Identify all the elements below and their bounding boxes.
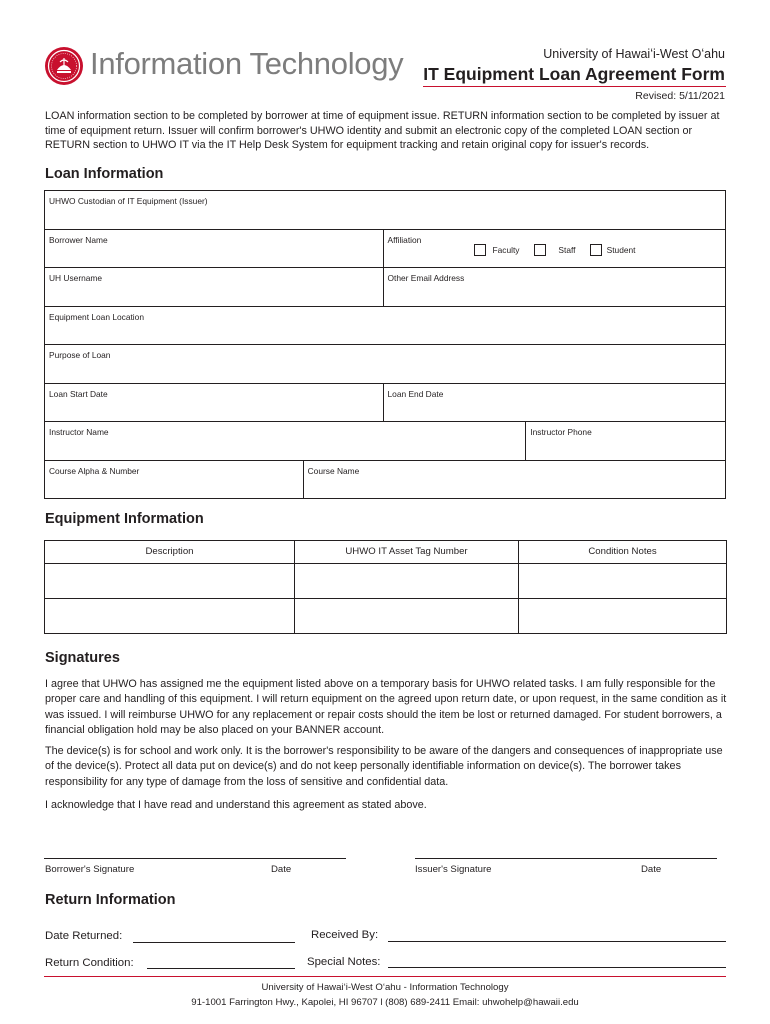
loan-end-date-field[interactable] xyxy=(384,384,727,422)
return-information-heading: Return Information xyxy=(45,892,176,908)
return-condition-line[interactable] xyxy=(147,968,295,969)
loan-start-date-field[interactable] xyxy=(45,384,384,422)
borrower-name-field[interactable] xyxy=(45,230,384,268)
course-name-field[interactable] xyxy=(304,461,726,499)
borrower-name-label: Borrower Name xyxy=(49,234,108,245)
form-title: IT Equipment Loan Agreement Form xyxy=(423,64,725,84)
asset-tag-column-header: UHWO IT Asset Tag Number xyxy=(295,541,519,564)
loan-start-date-label: Loan Start Date xyxy=(49,388,108,399)
revised-date: Revised: 5/11/2021 xyxy=(635,90,725,102)
condition-notes-cell[interactable] xyxy=(519,564,727,599)
description-column-header: Description xyxy=(45,541,295,564)
acknowledgement-paragraph: I acknowledge that I have read and understand this agreement as stated above. xyxy=(45,799,427,811)
loan-information-grid xyxy=(44,190,726,499)
student-checkbox[interactable] xyxy=(590,244,602,256)
course-alpha-label: Course Alpha & Number xyxy=(49,465,140,476)
issuer-date-label: Date xyxy=(641,864,662,875)
description-cell[interactable] xyxy=(45,599,295,634)
uh-username-field[interactable] xyxy=(45,268,384,306)
date-returned-label: Date Returned: xyxy=(45,930,123,942)
borrower-signature-label: Borrower's Signature xyxy=(45,864,135,875)
table-row xyxy=(45,564,727,599)
university-name: University of Hawaiʻi-West Oʻahu xyxy=(543,47,725,61)
table-row xyxy=(45,599,727,634)
custodian-field[interactable] xyxy=(45,191,726,229)
loan-location-label: Equipment Loan Location xyxy=(49,311,144,322)
condition-notes-column-header: Condition Notes xyxy=(519,541,727,564)
received-by-label: Received By: xyxy=(311,929,379,941)
loan-end-date-label: Loan End Date xyxy=(387,388,444,399)
asset-tag-cell[interactable] xyxy=(295,564,519,599)
issuer-signature-line[interactable] xyxy=(415,858,717,859)
loan-information-heading: Loan Information xyxy=(45,166,164,182)
return-condition-label: Return Condition: xyxy=(45,957,134,969)
department-title: Information Technology xyxy=(90,46,404,81)
instructor-name-label: Instructor Name xyxy=(49,427,109,437)
faculty-label: Faculty xyxy=(492,244,520,255)
purpose-label: Purpose of Loan xyxy=(49,350,111,360)
uh-seal-icon xyxy=(44,46,84,86)
equipment-table xyxy=(44,540,727,634)
student-label: Student xyxy=(606,244,636,255)
device-use-paragraph: The device(s) is for school and work only. It is the borrower's responsibility to be aware of the dangers and consequences of inappropriate use of the device(s). Protect all data put on device(s) and do not keep personally identifiable information on device(s). The borrower takes responsibility for any type of damage from the loss of sensitive and confidential data. xyxy=(45,745,723,788)
table-header-row xyxy=(45,541,727,564)
special-notes-line[interactable] xyxy=(388,967,726,968)
received-by-line[interactable] xyxy=(388,941,726,942)
footer-divider xyxy=(44,976,726,977)
course-name-label: Course Name xyxy=(307,465,360,476)
instructor-phone-label: Instructor Phone xyxy=(530,427,592,437)
instructions-paragraph: LOAN information section to be completed by borrower at time of equipment issue. RETURN information section to be completed by issuer at time of equipment return. Issuer will confirm borrower's UHWO identity and submit an electronic copy of the completed LOAN section or RETURN section to UHWO IT via the IT Help Desk System for equipment tracking and retain original copy for issuer's records. xyxy=(45,110,720,151)
issuer-signature-label: Issuer's Signature xyxy=(415,864,492,875)
affiliation-field xyxy=(384,230,727,268)
footer-contact: 91-1001 Farrington Hwy., Kapolei, HI 96707 l (808) 689-2411 Email: uhwohelp@hawaii.edu xyxy=(191,997,579,1008)
other-email-label: Other Email Address xyxy=(387,273,465,283)
condition-notes-cell[interactable] xyxy=(519,599,727,634)
course-alpha-field[interactable] xyxy=(45,461,304,499)
staff-checkbox[interactable] xyxy=(534,244,546,256)
other-email-field[interactable] xyxy=(384,268,727,306)
custodian-label: UHWO Custodian of IT Equipment (Issuer) xyxy=(49,196,208,206)
loan-location-field[interactable] xyxy=(45,307,726,345)
equipment-information-heading: Equipment Information xyxy=(45,511,204,527)
purpose-field[interactable] xyxy=(45,345,726,383)
asset-tag-cell[interactable] xyxy=(295,599,519,634)
staff-label: Staff xyxy=(558,244,576,255)
footer-department: University of Hawaiʻi-West Oʻahu - Information Technology xyxy=(261,982,509,993)
affiliation-label: Affiliation xyxy=(387,234,422,245)
signatures-heading: Signatures xyxy=(45,650,120,666)
borrower-date-label: Date xyxy=(271,864,292,875)
borrower-signature-line[interactable] xyxy=(44,858,346,859)
instructor-phone-field[interactable] xyxy=(526,422,726,460)
agreement-paragraph: I agree that UHWO has assigned me the equipment listed above on a temporary basis for UHWO related tasks. I am fully responsible for the proper care and handling of this equipment. I will return equipment on the agreed upon return date, or upon request, in the same condition as it was issued. I will reimburse UHWO for any replacement or repair costs should the item be lost or returned damaged. For student borrowers, a financial obligation hold may be also placed on your BANNER account. xyxy=(45,678,727,736)
uh-username-label: UH Username xyxy=(49,273,103,283)
affiliation-options xyxy=(474,244,636,256)
instructor-name-field[interactable] xyxy=(45,422,526,460)
faculty-checkbox[interactable] xyxy=(474,244,486,256)
description-cell[interactable] xyxy=(45,564,295,599)
special-notes-label: Special Notes: xyxy=(307,956,381,968)
date-returned-line[interactable] xyxy=(133,942,295,943)
title-divider xyxy=(423,86,726,87)
